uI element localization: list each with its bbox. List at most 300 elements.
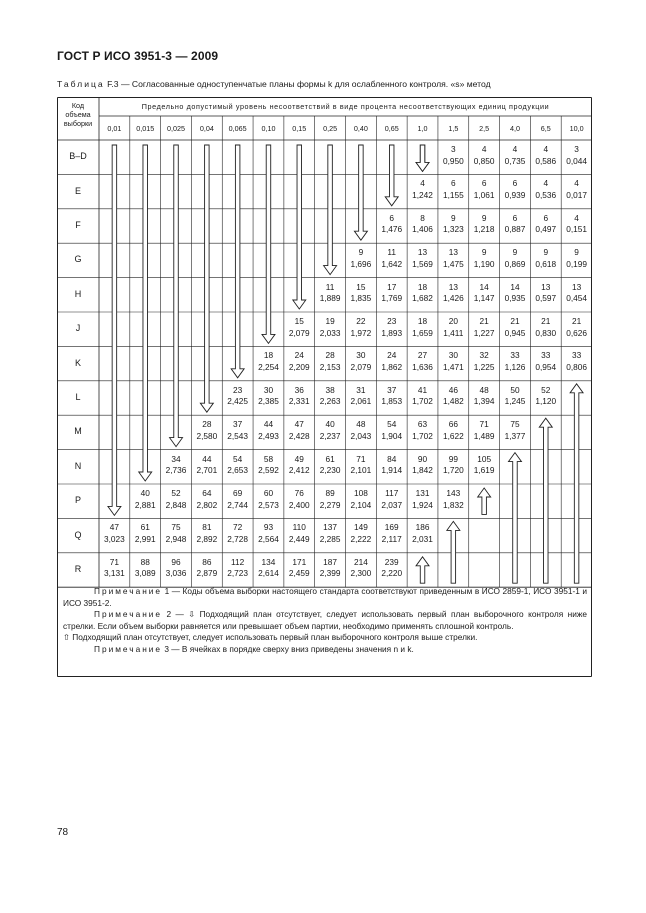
sample-size-n: 93 (263, 522, 274, 533)
acceptance-constant-k: 2,254 (258, 361, 279, 372)
plan-cell (438, 488, 469, 512)
sample-size-n: 60 (263, 488, 274, 498)
plan-cell (346, 385, 377, 409)
acceptance-constant-k: 1,862 (381, 361, 403, 372)
down-arrow-icon (262, 145, 275, 343)
plan-cell (253, 488, 284, 512)
sample-size-n: 47 (294, 419, 304, 430)
acceptance-constant-k: 0,950 (442, 155, 464, 166)
acceptance-constant-k: 0,586 (535, 155, 557, 166)
plan-cell (438, 419, 469, 443)
up-arrow-icon (570, 384, 583, 583)
acceptance-constant-k: 1,323 (442, 224, 464, 235)
acceptance-constant-k: 3,089 (134, 568, 156, 579)
plan-cell (376, 454, 407, 478)
acceptance-constant-k: 1,904 (381, 430, 403, 441)
sample-size-n: 24 (294, 350, 304, 361)
sample-size-n: 32 (479, 350, 489, 361)
acceptance-constant-k: 2,614 (258, 568, 279, 579)
acceptance-constant-k: 1,696 (350, 258, 372, 269)
aql-value: 0,25 (323, 124, 338, 133)
plan-cell (253, 557, 284, 581)
caption-text: F.3 — Согласованные одноступенчатые планы формы k для ослабленного контроля. «s» метод (104, 79, 491, 89)
acceptance-constant-k: 0,597 (535, 293, 557, 304)
aql-value: 0,15 (292, 124, 307, 133)
plan-cell (530, 144, 561, 168)
code-header-line: объема (65, 110, 91, 119)
plan-cell (438, 316, 469, 340)
plan-cell (500, 350, 531, 374)
aql-value: 4,0 (509, 124, 520, 133)
down-arrow-icon (139, 145, 152, 481)
plan-cell (376, 488, 407, 512)
down-arrow-icon (293, 145, 306, 309)
aql-value: 2,5 (479, 124, 490, 133)
sample-size-n: 48 (479, 384, 489, 395)
sample-size-n: 72 (233, 522, 243, 533)
code-header-line: Код (71, 101, 85, 110)
aql-value: 6,5 (540, 124, 551, 133)
sample-size-n: 9 (512, 247, 518, 258)
acceptance-constant-k: 1,622 (442, 430, 464, 441)
plan-cell (284, 419, 315, 443)
sample-size-n: 47 (109, 522, 120, 533)
sample-size-n: 13 (417, 247, 428, 258)
sample-size-n: 15 (294, 316, 304, 326)
plan-cell (530, 282, 561, 306)
sample-size-code: P (74, 495, 81, 506)
acceptance-constant-k: 1,893 (381, 327, 403, 338)
acceptance-constant-k: 1,476 (381, 224, 403, 235)
plan-cell (346, 419, 377, 443)
plan-cell (253, 350, 284, 374)
up-arrow-icon (508, 453, 521, 584)
plan-cell (222, 522, 253, 546)
sample-size-n: 54 (233, 453, 243, 464)
sample-size-n: 86 (202, 556, 212, 567)
acceptance-constant-k: 2,428 (288, 430, 310, 441)
acceptance-constant-k: 0,869 (504, 258, 526, 269)
acceptance-constant-k: 2,449 (288, 533, 310, 544)
sample-size-code: R (74, 564, 82, 574)
sample-size-n: 14 (510, 281, 520, 292)
acceptance-constant-k: 3,131 (104, 568, 125, 579)
sample-size-n: 3 (451, 144, 456, 154)
sample-size-n: 169 (384, 522, 399, 533)
sample-size-n: 105 (477, 453, 492, 464)
acceptance-constant-k: 1,245 (504, 396, 526, 407)
plan-cell (438, 454, 469, 478)
plan-cell (315, 557, 346, 581)
down-arrow-icon (108, 145, 121, 515)
acceptance-constant-k: 2,412 (288, 465, 310, 476)
sample-size-n: 81 (202, 522, 212, 533)
acceptance-constant-k: 0,850 (473, 155, 495, 166)
acceptance-constant-k: 2,991 (134, 533, 156, 544)
sample-size-n: 9 (574, 247, 579, 258)
acceptance-constant-k: 1,842 (412, 465, 433, 476)
down-arrow-icon (354, 145, 367, 240)
aql-value: 0,40 (353, 124, 368, 133)
sample-size-n: 24 (387, 350, 397, 361)
plan-cell (407, 178, 438, 202)
plan-cell (561, 144, 592, 168)
up-arrow-icon (447, 521, 460, 583)
sample-size-n: 239 (384, 556, 399, 567)
sample-size-code: J (75, 323, 81, 334)
plan-cell (222, 454, 253, 478)
plan-cell (376, 282, 407, 306)
plan-cell (407, 247, 438, 271)
acceptance-constant-k: 2,701 (196, 465, 218, 476)
acceptance-constant-k: 1,972 (350, 327, 372, 338)
plan-cell (130, 488, 161, 512)
acceptance-constant-k: 2,580 (196, 430, 218, 441)
table-notes (63, 586, 587, 656)
sample-size-n: 9 (481, 212, 487, 223)
plan-cell (376, 557, 407, 581)
down-arrow-icon (385, 145, 398, 206)
aql-value: 0,04 (199, 124, 214, 133)
plan-cell (222, 419, 253, 443)
sample-size-n: 9 (451, 212, 456, 223)
acceptance-constant-k: 1,147 (473, 293, 495, 304)
acceptance-constant-k: 2,879 (196, 568, 218, 579)
plan-cell (376, 385, 407, 409)
acceptance-constant-k: 1,702 (412, 430, 433, 441)
acceptance-constant-k: 0,830 (535, 327, 557, 338)
acceptance-constant-k: 2,892 (196, 533, 218, 544)
acceptance-constant-k: 0,536 (535, 189, 557, 200)
plan-cell (253, 454, 284, 478)
plan-cell (222, 557, 253, 581)
acceptance-constant-k: 1,471 (442, 361, 464, 372)
plan-cell (346, 522, 377, 546)
sample-size-n: 36 (294, 384, 304, 395)
note-3: Примечание 3 — В ячейках в порядке сверху вниз приведены значения n и k. (94, 643, 414, 654)
aql-value: 1,5 (448, 124, 459, 133)
plan-cell (469, 385, 500, 409)
sample-size-code: M (74, 426, 82, 437)
acceptance-constant-k: 2,881 (134, 499, 156, 510)
note-up-arrow: ⇧ Подходящий план отсутствует, следует использовать первый план выборочного контроля выше стрелки. (63, 632, 478, 643)
down-arrow-icon (200, 145, 213, 412)
acceptance-constant-k: 2,592 (258, 465, 279, 476)
plan-cell (469, 316, 500, 340)
plan-cell (469, 419, 500, 443)
plan-cell (469, 213, 500, 237)
sample-size-code: N (74, 460, 82, 471)
up-arrow-icon (416, 557, 429, 583)
sample-size-n: 38 (325, 384, 335, 395)
acceptance-constant-k: 3,023 (104, 533, 125, 544)
plan-cell (500, 282, 531, 306)
note-2: Примечание 2 — ⇩ Подходящий план отсутствует, следует использовать первый план выборочного контроля ниже стрелки. Если объем выборки равняется или превышает объем партии, необходимо применять сплошной контроль. (63, 609, 587, 631)
caption-label: Таблица (57, 79, 105, 89)
sample-size-n: 50 (510, 384, 520, 395)
plan-cell (284, 350, 315, 374)
plan-cell (284, 385, 315, 409)
sample-size-n: 6 (389, 212, 395, 223)
plan-cell (407, 316, 438, 340)
sample-size-n: 6 (543, 212, 549, 223)
plan-cell (346, 488, 377, 512)
plan-cell (500, 316, 531, 340)
sample-size-n: 20 (448, 316, 458, 326)
acceptance-constant-k: 1,702 (412, 396, 433, 407)
sample-size-n: 4 (481, 144, 487, 154)
sample-size-n: 34 (171, 453, 181, 464)
plan-cell (407, 419, 438, 443)
plan-cell (99, 522, 130, 546)
acceptance-constant-k: 0,017 (566, 189, 587, 200)
acceptance-constant-k: 0,618 (535, 258, 557, 269)
sample-size-n: 13 (448, 247, 458, 258)
acceptance-constant-k: 2,385 (258, 396, 279, 407)
plan-cell (346, 316, 377, 340)
plan-cell (530, 247, 561, 271)
down-arrow-icon (416, 145, 429, 171)
sample-size-n: 30 (448, 350, 458, 361)
plan-cell (561, 247, 592, 271)
plan-cell (407, 522, 438, 546)
sample-size-n: 21 (541, 316, 551, 326)
sample-size-n: 171 (292, 556, 307, 567)
acceptance-constant-k: 2,653 (227, 465, 249, 476)
acceptance-constant-k: 2,425 (227, 396, 249, 407)
acceptance-constant-k: 0,806 (566, 361, 587, 372)
acceptance-constant-k: 2,101 (350, 465, 372, 476)
plan-cell (438, 178, 469, 202)
sample-size-n: 4 (574, 212, 579, 223)
acceptance-constant-k: 2,061 (350, 396, 372, 407)
plan-cell (130, 557, 161, 581)
aql-value: 0,01 (107, 124, 122, 133)
sample-size-n: 58 (263, 453, 274, 464)
plan-cell (407, 213, 438, 237)
plan-cell (315, 282, 346, 306)
sample-size-n: 19 (325, 316, 335, 326)
sample-size-n: 23 (233, 384, 243, 395)
acceptance-constant-k: 0,887 (504, 224, 526, 235)
plan-cell (315, 419, 346, 443)
acceptance-constant-k: 2,079 (288, 327, 310, 338)
sample-size-code: Q (74, 529, 82, 540)
plan-cell (530, 350, 561, 374)
plan-cell (530, 213, 561, 237)
sample-size-n: 21 (510, 316, 520, 326)
plan-cell (346, 454, 377, 478)
sample-size-n: 28 (202, 419, 212, 430)
aql-value: 0,015 (136, 124, 155, 133)
sample-size-n: 18 (417, 281, 428, 292)
acceptance-constant-k: 1,190 (473, 258, 495, 269)
acceptance-constant-k: 2,736 (165, 465, 187, 476)
plan-cell (376, 247, 407, 271)
plan-cell (469, 247, 500, 271)
plan-cell (191, 419, 222, 443)
acceptance-constant-k: 2,400 (288, 499, 310, 510)
sample-size-n: 31 (356, 384, 366, 395)
sample-size-n: 30 (263, 384, 274, 395)
plan-cell (438, 282, 469, 306)
sample-size-n: 149 (353, 522, 368, 533)
aql-value: 0,10 (261, 124, 276, 133)
plan-cell (469, 144, 500, 168)
sample-size-n: 41 (417, 384, 428, 395)
acceptance-constant-k: 2,079 (350, 361, 372, 372)
acceptance-constant-k: 1,720 (442, 465, 464, 476)
sample-size-n: 71 (109, 556, 120, 567)
acceptance-constant-k: 2,728 (227, 533, 249, 544)
acceptance-constant-k: 2,948 (165, 533, 187, 544)
plan-cell (376, 419, 407, 443)
plan-cell (315, 522, 346, 546)
plan-cell (161, 522, 192, 546)
acceptance-constant-k: 2,543 (227, 430, 249, 441)
acceptance-constant-k: 1,475 (442, 258, 464, 269)
sample-size-n: 66 (448, 419, 458, 430)
sample-size-n: 40 (325, 419, 335, 430)
note-1: Примечание 1 — Коды объема выборки настоящего стандарта соответствуют приведенным в ИСО 2859-1, ИСО 3951-1 и ИСО 3951-2. (63, 586, 587, 608)
plan-cell (561, 178, 592, 202)
sample-size-n: 18 (417, 316, 428, 326)
code-header-line: выборки (63, 119, 93, 128)
sample-size-n: 69 (233, 488, 243, 498)
plan-cell (561, 282, 592, 306)
acceptance-constant-k: 1,659 (412, 327, 433, 338)
acceptance-constant-k: 0,935 (504, 293, 526, 304)
up-arrow-icon (539, 418, 552, 583)
plan-cell (346, 350, 377, 374)
sample-size-n: 137 (323, 522, 338, 533)
sample-size-n: 71 (479, 419, 489, 430)
plan-cell (561, 350, 592, 374)
sample-size-n: 3 (574, 144, 579, 154)
acceptance-constant-k: 1,227 (473, 327, 495, 338)
plan-cell (222, 488, 253, 512)
plan-cell (530, 178, 561, 202)
sample-size-n: 76 (294, 488, 304, 498)
sample-size-n: 54 (387, 419, 397, 430)
sample-size-n: 14 (479, 281, 489, 292)
acceptance-constant-k: 0,497 (535, 224, 557, 235)
plan-cell (161, 454, 192, 478)
document-header: ГОСТ Р ИСО 3951-3 — 2009 (57, 49, 219, 63)
sample-size-n: 88 (140, 556, 150, 567)
acceptance-constant-k: 0,454 (566, 293, 587, 304)
acceptance-constant-k: 0,151 (566, 224, 587, 235)
acceptance-constant-k: 1,636 (412, 361, 433, 372)
sample-size-n: 46 (448, 384, 458, 395)
sample-size-n: 52 (171, 488, 181, 498)
acceptance-constant-k: 0,945 (504, 327, 526, 338)
plan-cell (284, 488, 315, 512)
acceptance-constant-k: 2,153 (319, 361, 341, 372)
acceptance-constant-k: 2,564 (258, 533, 279, 544)
plan-cell (561, 316, 592, 340)
down-arrow-icon (324, 145, 337, 275)
plan-cell (500, 178, 531, 202)
plan-cell (376, 522, 407, 546)
acceptance-constant-k: 2,209 (288, 361, 310, 372)
plan-cell (407, 488, 438, 512)
acceptance-constant-k: 1,377 (504, 430, 526, 441)
acceptance-constant-k: 2,285 (319, 533, 341, 544)
acceptance-constant-k: 2,117 (381, 533, 402, 544)
plan-cell (130, 522, 161, 546)
sample-size-n: 27 (417, 350, 428, 361)
sample-size-n: 6 (481, 178, 487, 189)
plan-cell (315, 385, 346, 409)
acceptance-constant-k: 2,033 (319, 327, 341, 338)
sample-size-n: 89 (325, 488, 335, 498)
sample-size-n: 13 (571, 281, 582, 292)
code-header (57, 101, 99, 137)
sample-size-n: 48 (356, 419, 366, 430)
plan-cell (161, 488, 192, 512)
acceptance-constant-k: 2,279 (319, 499, 341, 510)
plan-cell (253, 522, 284, 546)
sample-size-code: E (74, 185, 81, 196)
acceptance-constant-k: 2,399 (319, 568, 341, 579)
acceptance-constant-k: 1,225 (473, 361, 495, 372)
plan-cell (161, 557, 192, 581)
plan-cell (99, 557, 130, 581)
page-number: 78 (57, 827, 69, 838)
acceptance-constant-k: 1,482 (442, 396, 464, 407)
plan-cell (191, 557, 222, 581)
sample-size-n: 61 (140, 522, 150, 533)
plan-cell (284, 522, 315, 546)
acceptance-constant-k: 1,394 (473, 396, 495, 407)
table-caption (57, 79, 597, 89)
acceptance-constant-k: 1,120 (535, 396, 557, 407)
sample-size-n: 40 (140, 488, 150, 498)
sample-size-code: F (75, 220, 81, 230)
acceptance-constant-k: 0,044 (566, 155, 587, 166)
acceptance-constant-k: 2,493 (258, 430, 279, 441)
acceptance-constant-k: 2,331 (288, 396, 310, 407)
plan-cell (530, 316, 561, 340)
plan-cell (346, 247, 377, 271)
aql-value: 10,0 (569, 124, 584, 133)
plan-cell (191, 488, 222, 512)
acceptance-constant-k: 0,626 (566, 327, 587, 338)
sample-size-code: B–D (69, 151, 87, 162)
aql-value: 1,0 (417, 124, 428, 133)
plan-cell (438, 247, 469, 271)
down-arrow-icon (231, 145, 244, 378)
plan-cell (469, 350, 500, 374)
sample-size-n: 49 (294, 453, 304, 464)
sample-size-n: 6 (512, 178, 518, 189)
acceptance-constant-k: 1,126 (504, 361, 526, 372)
acceptance-constant-k: 2,573 (258, 499, 279, 510)
acceptance-constant-k: 2,220 (381, 568, 403, 579)
sample-size-n: 64 (202, 488, 212, 498)
acceptance-constant-k: 2,263 (319, 396, 341, 407)
sample-size-n: 214 (353, 556, 368, 567)
acceptance-constant-k: 2,043 (350, 430, 372, 441)
acceptance-constant-k: 1,889 (319, 293, 341, 304)
acceptance-constant-k: 2,037 (381, 499, 403, 510)
acceptance-constant-k: 0,735 (504, 155, 526, 166)
aql-header: Предельно допустимый уровень несоответствий в виде процента несоответствующих единиц продукции (141, 102, 550, 111)
sample-size-n: 9 (543, 247, 549, 258)
acceptance-constant-k: 1,411 (443, 327, 464, 338)
sample-size-n: 112 (231, 556, 245, 567)
